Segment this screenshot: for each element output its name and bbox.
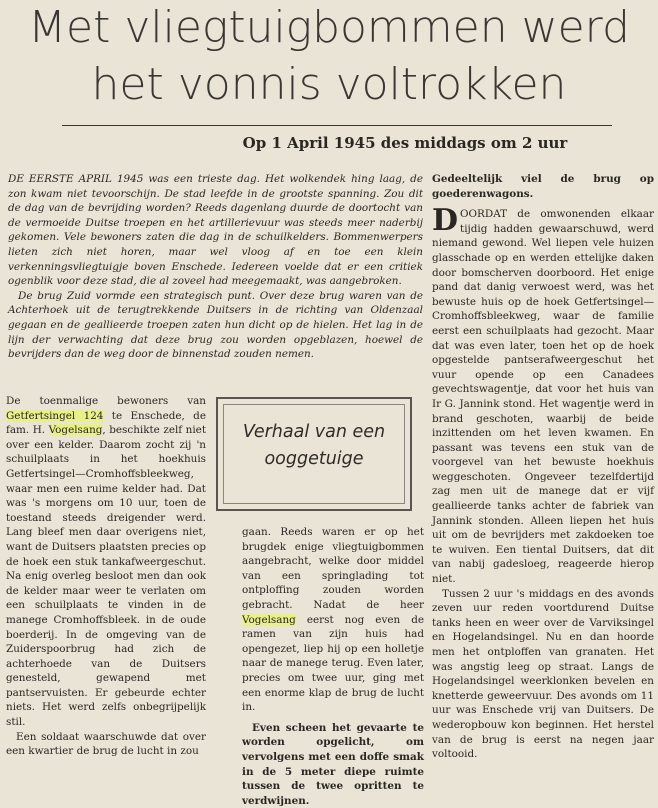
middle-text-1: gaan. Reeds waren er op het brugdek enige vliegtuigbommen aangebracht, welke door middel van een springlading tot ontploffing zouden worden gebracht. Nadat de heer — [242, 526, 424, 611]
right-paragraph-2: Tussen 2 uur 's middags en des avonds zeven uur reden voortdurend Duitse tanks heen en weer over de Varviksingel en Hogelandsingel. Nu en dan hoorde men het ontploffen van granaten. Het was angstig leeg op straat. Langs de Hogelandsingel weerklonken bevelen en knetterde geweervuur. Des avonds om 11 uur was Enschede vrij van Duitsers. De wederopbouw kon beginnen. Het herstel van de brug is eerst na negen jaar voltooid. — [432, 587, 654, 761]
highlight-address: Getfertsingel 124 — [6, 409, 104, 422]
right-text-1: OORDAT de omwonenden elkaar tijdig hadden gewaarschuwd, werd niemand gewond. Wel liepen vele huizen glasschade op en werden ettelijke daken door bomscherven doorboord. Het enige pand dat danig verwoest werd, was het bewuste huis op de hoek Getfertsingel—Cromhoffsbleekweg, waar de familie eerst een schuilplaats had gezocht. Maar dat was even later, toen het op de hoek opgestelde pantserafweergeschut het vuur opende op een Canadees gevechtswagentje, dat voor het huis van Ir G. Jannink stond. Het wagentje werd in brand geschoten, waarbij de beide inzittenden om het leven kwamen. En passant was tevens een stuk van de voorgevel van het bewuste hoekhuis weggeschoten. Ongeveer tezelfdertijd zag men uit de manege dat er vijf geallieerde tanks achter de fabriek van Jannink stonden. Alleen liepen het huis uit om de bevrijders met zakdoeken toe te wuiven. Een tiental Duitsers, dat dit van nabij gadesloeg, reageerde hierop niet. — [432, 208, 654, 586]
highlight-name: Vogelsang — [48, 424, 103, 437]
middle-text-2: eerst nog even de ramen van zijn huis had opengezet, liep hij op een holletje naar de manege terug. Even later, precies om twee uur, ging met een enorme klap de brug de lucht in. — [242, 613, 424, 714]
headline-rule — [62, 125, 612, 126]
left-paragraph-1 — [6, 394, 206, 730]
left-text-2: te Enschede, de fam. H. — [6, 409, 206, 437]
left-column — [6, 394, 206, 759]
drop-cap: D — [432, 203, 459, 239]
headline-line-2: het vonnis voltrokken — [91, 59, 567, 110]
intro-lead: DE EERSTE APRIL — [8, 173, 112, 185]
photo-caption: Gedeeltelijk viel de brug op goederenwagons. — [432, 173, 654, 200]
left-text-1: De toenmalige bewoners van — [6, 395, 206, 407]
middle-column — [242, 525, 424, 808]
headline-line-1: Met vliegtuigbommen werd — [28, 2, 630, 53]
pull-quote-text: Verhaal van een ooggetuige — [242, 422, 386, 469]
left-text-3: , beschikte zelf niet over een kelder. Daarom zocht zij 'n schuilplaats in het hoekhuis Getfertsingel—Cromhoffsbleekweg, waar men een ruime kelder had. Dat was 's morgens om 10 uur, toen de toestand steeds dreigender werd. Lang bleef men daar overigens niet, want de Duitsers plaatsten precies op de hoek een stuk tankafweergeschut. Na enig overleg besloot men dan ook de kelder maar weer te verlaten om een schuilplaats te vinden in de manege Cromhoffsbleek. in de oude boerderij. In de omgeving van de Zuiderspoorbrug had zich de achterhoede van de Duitsers genesteld, gewapend met pantservuisten. Er gebeurde echter niets. Het werd zelfs onbegrijpelijk stil. — [6, 424, 207, 729]
intro-paragraph-1 — [8, 172, 423, 289]
right-column — [432, 172, 654, 762]
intro-text — [8, 172, 423, 362]
middle-paragraph-2: Even scheen het gevaarte te worden opgelicht, om vervolgens met een doffe smak in de 5 meter diepe ruimte tussen de twee opritten te verdwijnen. — [242, 721, 424, 807]
middle-paragraph-1 — [242, 525, 424, 715]
subheadline: Op 1 April 1945 des middags om 2 uur — [242, 134, 568, 152]
left-paragraph-2: Een soldaat waarschuwde dat over een kwartier de brug de lucht in zou — [6, 730, 206, 758]
highlight-name-2: Vogelsang — [242, 613, 296, 626]
pull-quote-box — [216, 397, 412, 511]
headline — [0, 0, 658, 110]
intro-paragraph-2: De brug Zuid vormde een strategisch punt. Over deze brug waren van de Achterhoek uit de terugtrekkende Duitsers in de richting van Oldenzaal gegaan en de geallieerde troepen zaten hun dicht op de hielen. Het lag in de lijn der verwachting dat deze brug zou worden opgeblazen, hoewel de bevrijders dan de weg door de binnenstad zouden nemen. — [8, 289, 423, 361]
intro-body-1: 1945 was een trieste dag. Het wolkendek hing laag, de zon kwam niet tevoorschijn. De stad leefde in de grootste spanning. Zou dit de dag van de bevrijding worden? Reeds dagenlang duurde de doortocht van de vermoeide Duitse troepen en het artillerievuur was steeds meer naderbij gekomen. Vele bewoners zaten die dag in de schuilkelders. Bommenwerpers lieten zich niet horen, maar wel vloog af en toe een klein verkenningsvliegtuigje boven Enschede. Iedereen voelde dat er een critiek ogenblik voor deze stad, die al zoveel had meegemaakt, was aangebroken. — [8, 173, 423, 288]
right-paragraph-1 — [432, 203, 654, 586]
